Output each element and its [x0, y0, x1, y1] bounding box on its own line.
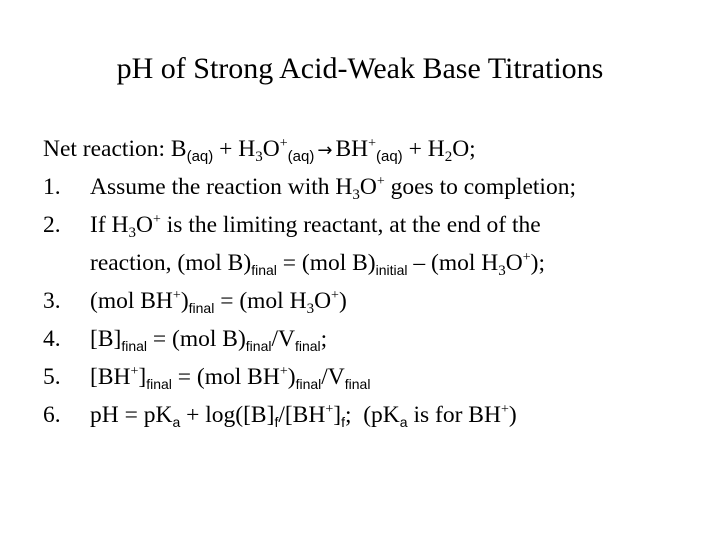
subscript-2: 2 [444, 149, 453, 165]
item-text: reaction, (mol B) [90, 250, 252, 276]
item-text: Assume the reaction with H [90, 174, 353, 200]
charge-plus: + [279, 364, 288, 379]
item-text: O [505, 250, 523, 276]
initial-subscript: initial [375, 262, 408, 278]
conjugate-acid: BH [335, 136, 369, 162]
water-o: O; [452, 136, 476, 162]
final-subscript: final [245, 338, 272, 354]
list-item-4 [43, 320, 713, 358]
item-text: ) [338, 288, 347, 314]
water-h: H [427, 136, 445, 162]
item-text: /V [271, 326, 295, 352]
charge-plus: + [279, 136, 288, 151]
item-text: ) [287, 364, 296, 390]
item-text: = (mol B) [276, 250, 376, 276]
charge-plus: + [500, 402, 509, 417]
subscript-3: 3 [128, 225, 136, 241]
hydronium-h: H [238, 136, 256, 162]
item-text: ) [180, 288, 189, 314]
hydronium-o: O [262, 136, 280, 162]
list-item-3 [43, 282, 713, 320]
subscript-3: 3 [352, 187, 360, 203]
item-text: /[BH [278, 402, 326, 428]
item-number: 1. [43, 174, 61, 200]
item-text: = (mol B) [147, 326, 246, 352]
subscript-3: 3 [255, 149, 263, 165]
subscript-f: f [274, 414, 279, 430]
subscript-f: f [341, 414, 345, 430]
net-reaction-line [43, 130, 713, 168]
item-text: = (mol BH [171, 364, 280, 390]
item-number: 2. [43, 212, 61, 238]
subscript-a: a [172, 414, 181, 430]
item-text: – (mol H [407, 250, 499, 276]
final-subscript: final [146, 376, 172, 392]
list-item-5 [43, 358, 713, 396]
item-text: ; (pK [344, 402, 400, 428]
charge-plus: + [152, 212, 161, 227]
item-text: pH = pK [90, 402, 173, 428]
list-item-2 [43, 206, 713, 282]
item-text: ] [333, 402, 342, 428]
item-text: + log([B] [180, 402, 275, 428]
charge-plus: + [368, 136, 376, 151]
item-text: = (mol H [214, 288, 307, 314]
item-text: ; [320, 326, 328, 352]
item-text: [BH [90, 364, 131, 390]
final-subscript: final [121, 338, 148, 354]
item-text: O [359, 174, 377, 200]
final-subscript: final [188, 300, 215, 316]
charge-plus: + [130, 364, 139, 379]
plus-sign: + [219, 136, 233, 162]
item-number: 5. [43, 364, 61, 390]
subscript-3: 3 [306, 301, 315, 317]
plus-sign: + [408, 136, 422, 162]
item-text: is for BH [407, 402, 501, 428]
item-text: O [314, 288, 332, 314]
net-reaction-label: Net reaction: [43, 136, 166, 162]
aq-subscript: (aq) [287, 148, 315, 165]
slide-body [43, 130, 713, 434]
item-text: ] [138, 364, 147, 390]
item-text: goes to completion; [384, 174, 576, 200]
reactant-base: B [170, 136, 187, 162]
charge-plus: + [376, 174, 385, 189]
final-subscript: final [295, 376, 322, 392]
final-subscript: final [344, 376, 371, 392]
aq-subscript: (aq) [186, 148, 214, 165]
subscript-a: a [399, 414, 408, 430]
final-subscript: final [294, 338, 321, 354]
aq-subscript: (aq) [376, 148, 403, 165]
item-text: ); [530, 250, 546, 276]
charge-plus: + [172, 288, 181, 303]
item-text: /V [321, 364, 345, 390]
charge-plus: + [331, 288, 339, 303]
list-item-1 [43, 168, 713, 206]
item-number: 4. [43, 326, 61, 352]
item-text: is the limiting reactant, at the end of the [160, 212, 541, 238]
reaction-arrow-icon: → [317, 140, 333, 161]
item-number: 6. [43, 402, 61, 428]
item-text: If H [90, 212, 129, 238]
charge-plus: + [522, 250, 531, 265]
slide-title: pH of Strong Acid-Weak Base Titrations [116, 52, 604, 85]
item-text: (mol BH [90, 288, 173, 314]
item-text: O [136, 212, 153, 238]
list-item-6 [43, 396, 713, 434]
charge-plus: + [325, 402, 334, 417]
final-subscript: final [251, 262, 277, 278]
item-text: [B] [90, 326, 122, 352]
item-text: ) [508, 402, 517, 428]
item-number: 3. [43, 288, 61, 314]
subscript-3: 3 [498, 263, 506, 279]
